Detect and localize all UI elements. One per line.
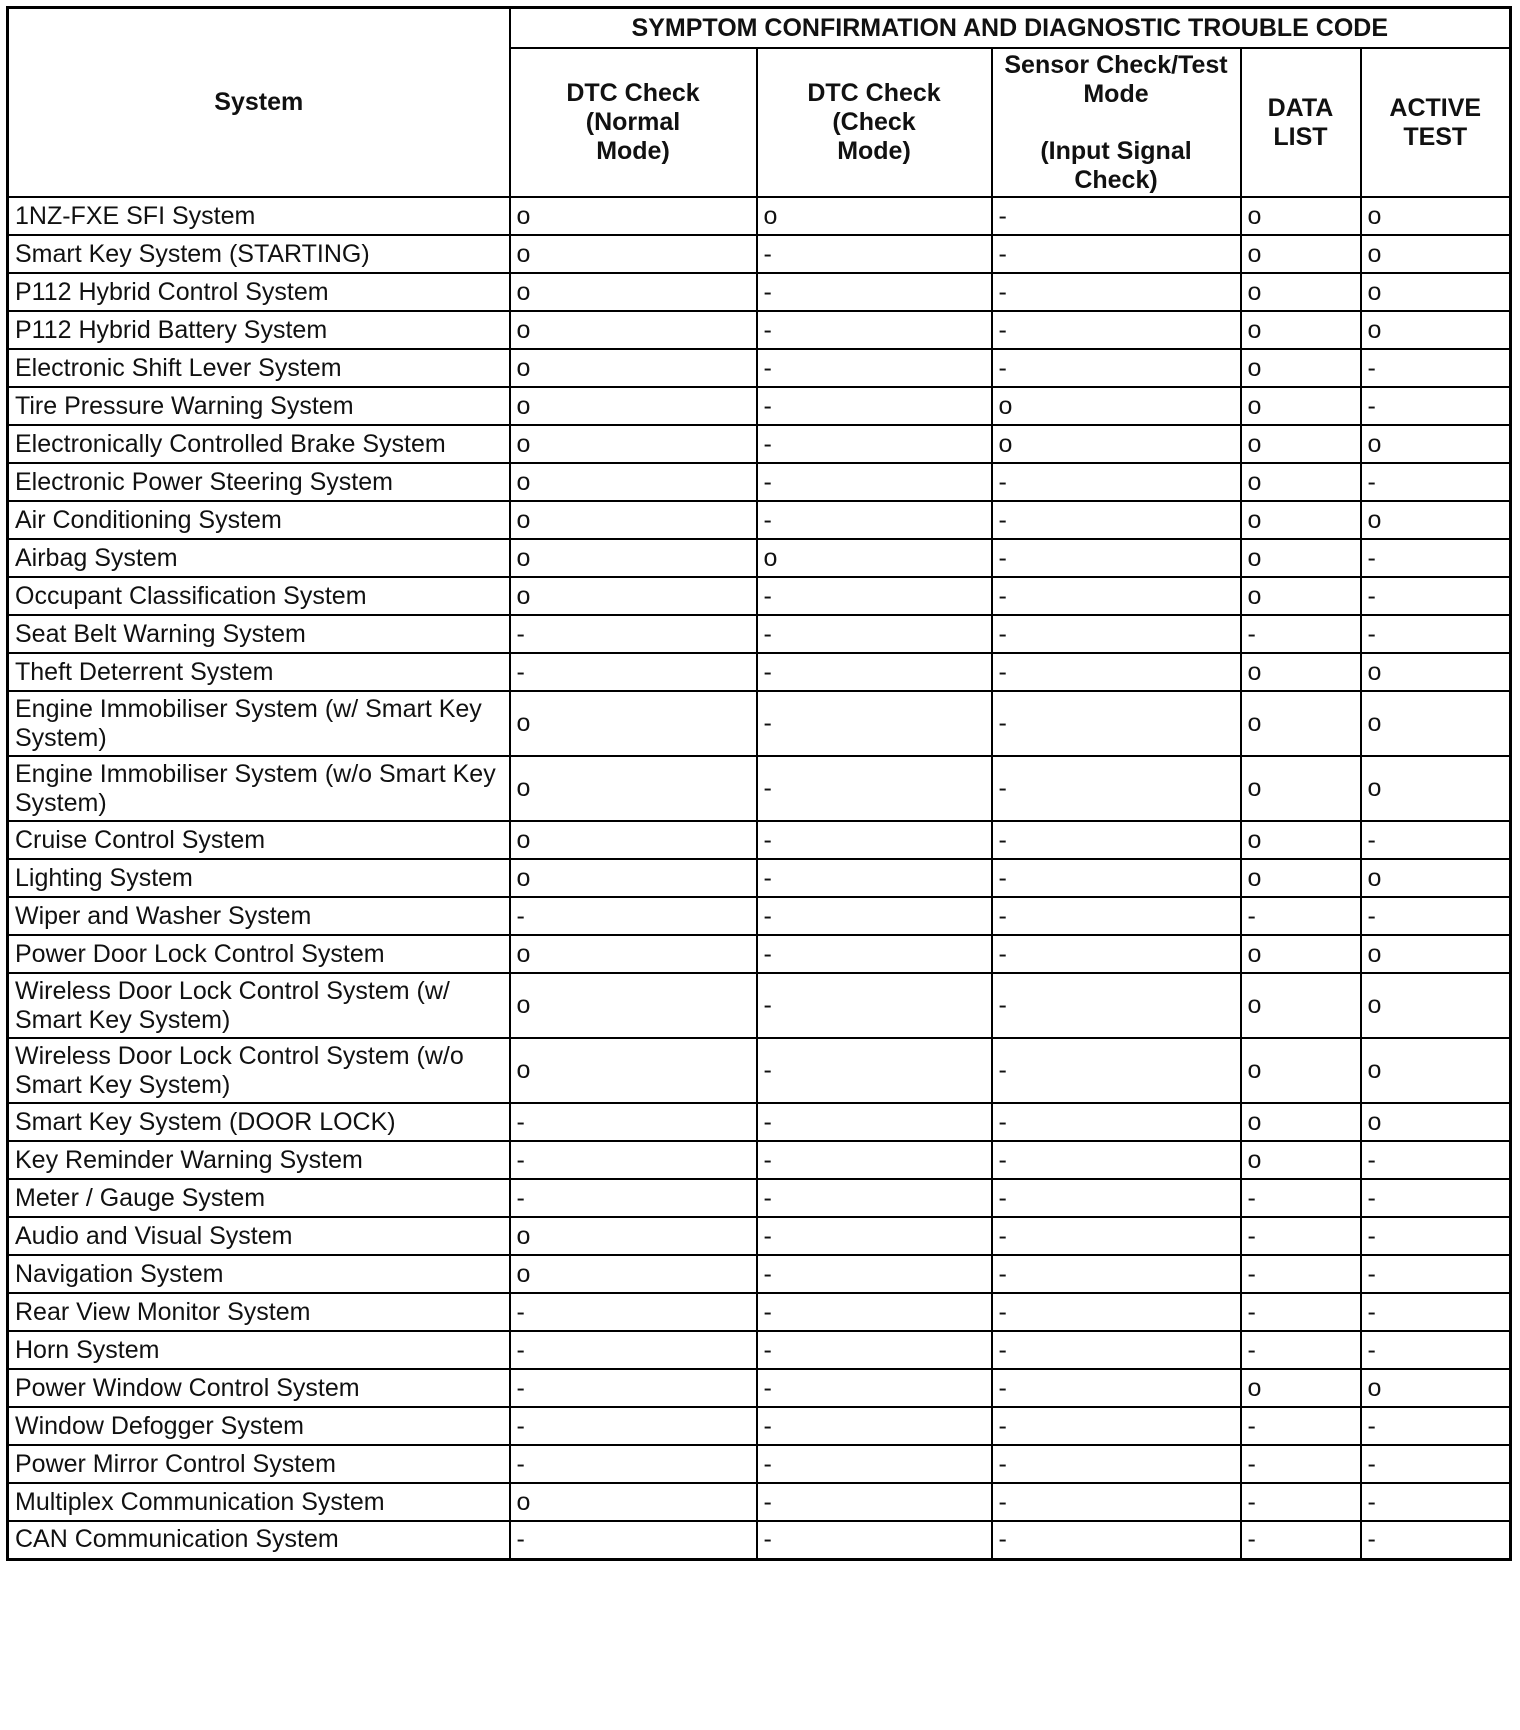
column-header-line: LIST [1273,122,1328,151]
dtc-normal-mode-cell: o [510,859,757,897]
dtc-normal-mode-cell: - [510,1369,757,1407]
system-name-cell: Navigation System [8,1255,510,1293]
dtc-normal-mode-cell: o [510,577,757,615]
dtc-check-mode-cell: - [757,935,992,973]
active-test-cell: o [1361,197,1511,235]
dtc-normal-mode-cell: - [510,1179,757,1217]
sensor-check-mode-cell: - [992,463,1241,501]
dtc-check-mode-cell: - [757,1483,992,1521]
active-test-cell: o [1361,311,1511,349]
table-row [8,821,1511,859]
sensor-check-mode-cell: - [992,539,1241,577]
sensor-check-mode-cell: - [992,197,1241,235]
dtc-normal-mode-cell: - [510,1331,757,1369]
active-test-column-header [1361,48,1511,197]
dtc-check-mode-cell: - [757,1038,992,1103]
data-list-cell: o [1241,501,1361,539]
dtc-normal-mode-cell: o [510,387,757,425]
active-test-cell: o [1361,935,1511,973]
sensor-check-mode-cell: - [992,235,1241,273]
dtc-check-mode-cell: - [757,425,992,463]
dtc-check-mode-cell: - [757,463,992,501]
active-test-cell: o [1361,1038,1511,1103]
table-row [8,935,1511,973]
dtc-check-mode-cell: o [757,539,992,577]
dtc-check-mode-cell: - [757,615,992,653]
active-test-cell: - [1361,821,1511,859]
system-name-cell: Electronic Power Steering System [8,463,510,501]
table-row [8,311,1511,349]
data-list-column-header [1241,48,1361,197]
data-list-cell: - [1241,1483,1361,1521]
column-header-line: (Input Signal [1040,136,1192,165]
sensor-check-mode-cell: - [992,1445,1241,1483]
active-test-cell: o [1361,973,1511,1038]
table-row [8,235,1511,273]
sensor-check-mode-cell: - [992,1255,1241,1293]
data-list-cell: - [1241,1521,1361,1559]
active-test-cell: - [1361,615,1511,653]
data-list-cell: - [1241,1179,1361,1217]
dtc-check-mode-cell: - [757,691,992,756]
sensor-check-mode-cell: o [992,387,1241,425]
active-test-cell: - [1361,1293,1511,1331]
dtc-check-mode-cell: - [757,1331,992,1369]
sensor-check-mode-cell: - [992,577,1241,615]
dtc-normal-mode-cell: o [510,235,757,273]
sensor-check-mode-cell: - [992,1369,1241,1407]
data-list-cell: - [1241,1407,1361,1445]
system-name-cell: Tire Pressure Warning System [8,387,510,425]
sensor-check-mode-cell: - [992,821,1241,859]
column-header-line: Check) [1074,165,1158,194]
sensor-check-mode-cell: - [992,897,1241,935]
data-list-cell: o [1241,1038,1361,1103]
dtc-check-mode-cell: - [757,897,992,935]
table-row [8,273,1511,311]
dtc-normal-mode-cell: o [510,501,757,539]
dtc-check-mode-cell: - [757,1369,992,1407]
active-test-cell: o [1361,756,1511,821]
table-row [8,425,1511,463]
active-test-cell: - [1361,897,1511,935]
column-header-line: DATA [1267,93,1334,122]
active-test-cell: - [1361,349,1511,387]
active-test-cell: - [1361,1521,1511,1559]
dtc-normal-mode-cell: - [510,653,757,691]
dtc-check-mode-cell: - [757,1521,992,1559]
dtc-check-mode-cell: - [757,1103,992,1141]
system-name-cell: Electronically Controlled Brake System [8,425,510,463]
dtc-normal-mode-cell: o [510,1217,757,1255]
system-name-cell: CAN Communication System [8,1521,510,1559]
dtc-check-mode-cell: - [757,653,992,691]
dtc-check-mode-cell: - [757,349,992,387]
table-row [8,1038,1511,1103]
dtc-check-mode-column-header [757,48,992,197]
dtc-normal-mode-cell: o [510,273,757,311]
table-row [8,897,1511,935]
dtc-normal-mode-cell: o [510,1038,757,1103]
active-test-cell: - [1361,1255,1511,1293]
system-name-cell: Air Conditioning System [8,501,510,539]
column-header-line [999,109,1234,137]
active-test-cell: - [1361,1179,1511,1217]
column-header-line: DTC Check (Normal [566,79,700,136]
sensor-check-mode-cell: - [992,1407,1241,1445]
data-list-cell: o [1241,821,1361,859]
table-row [8,501,1511,539]
dtc-check-mode-cell: - [757,859,992,897]
data-list-cell: o [1241,973,1361,1038]
table-row [8,1255,1511,1293]
data-list-cell: o [1241,539,1361,577]
sensor-check-mode-cell: - [992,311,1241,349]
table-header [8,8,1511,198]
active-test-cell: o [1361,425,1511,463]
data-list-cell: o [1241,463,1361,501]
table-row [8,349,1511,387]
sensor-check-mode-cell: - [992,1483,1241,1521]
system-name-cell: Power Door Lock Control System [8,935,510,973]
sensor-check-mode-cell: - [992,1331,1241,1369]
column-header-line: Mode [1083,79,1149,108]
table-row [8,1179,1511,1217]
dtc-check-mode-cell: - [757,501,992,539]
system-column-header: System [8,8,510,198]
table-row [8,1293,1511,1331]
table-row [8,1483,1511,1521]
system-name-cell: Horn System [8,1331,510,1369]
active-test-cell: o [1361,501,1511,539]
active-test-cell: - [1361,539,1511,577]
active-test-cell: - [1361,387,1511,425]
table-row [8,973,1511,1038]
data-list-cell: o [1241,756,1361,821]
dtc-normal-mode-cell: o [510,539,757,577]
data-list-cell: - [1241,1293,1361,1331]
active-test-cell: - [1361,1217,1511,1255]
dtc-normal-mode-cell: o [510,821,757,859]
column-header-line: ACTIVE [1389,93,1482,122]
data-list-cell: o [1241,691,1361,756]
sensor-check-mode-cell: - [992,935,1241,973]
column-header-line: Mode) [837,137,911,165]
column-header-line: DTC Check (Check [807,79,941,136]
diagnostic-table [6,6,1512,1561]
dtc-check-mode-cell: - [757,1217,992,1255]
column-header-line: TEST [1403,122,1468,151]
data-list-cell: o [1241,197,1361,235]
system-name-cell: 1NZ-FXE SFI System [8,197,510,235]
dtc-check-mode-cell: - [757,821,992,859]
table-row [8,387,1511,425]
active-test-cell: - [1361,577,1511,615]
table-row [8,859,1511,897]
table-row [8,615,1511,653]
dtc-normal-mode-cell: o [510,425,757,463]
dtc-normal-mode-cell: o [510,349,757,387]
active-test-cell: o [1361,859,1511,897]
system-name-cell: Rear View Monitor System [8,1293,510,1331]
table-row [8,1369,1511,1407]
system-name-cell: Wireless Door Lock Control System (w/ Smart Key System) [8,973,510,1038]
sensor-check-mode-column-header [992,48,1241,197]
data-list-cell: o [1241,387,1361,425]
system-name-cell: P112 Hybrid Battery System [8,311,510,349]
table-row [8,1141,1511,1179]
dtc-check-mode-cell: - [757,1445,992,1483]
data-list-cell: o [1241,1103,1361,1141]
data-list-cell: o [1241,859,1361,897]
data-list-cell: - [1241,615,1361,653]
active-test-cell: o [1361,235,1511,273]
data-list-cell: o [1241,235,1361,273]
system-name-cell: Meter / Gauge System [8,1179,510,1217]
dtc-check-mode-cell: - [757,1407,992,1445]
data-list-cell: - [1241,1255,1361,1293]
table-row [8,1217,1511,1255]
dtc-normal-mode-cell: - [510,615,757,653]
active-test-cell: - [1361,1483,1511,1521]
dtc-normal-mode-cell: - [510,1407,757,1445]
system-name-cell: Multiplex Communication System [8,1483,510,1521]
data-list-cell: o [1241,349,1361,387]
dtc-check-mode-cell: - [757,1255,992,1293]
system-name-cell: Occupant Classification System [8,577,510,615]
dtc-check-mode-cell: - [757,1293,992,1331]
system-name-cell: Engine Immobiliser System (w/ Smart Key System) [8,691,510,756]
table-row [8,197,1511,235]
dtc-check-mode-cell: - [757,577,992,615]
dtc-normal-mode-column-header [510,48,757,197]
active-test-cell: - [1361,1141,1511,1179]
system-name-cell: Lighting System [8,859,510,897]
data-list-cell: - [1241,897,1361,935]
table-row [8,756,1511,821]
system-name-cell: Wireless Door Lock Control System (w/o Smart Key System) [8,1038,510,1103]
sensor-check-mode-cell: - [992,1293,1241,1331]
dtc-normal-mode-cell: o [510,1255,757,1293]
table-row [8,691,1511,756]
dtc-check-mode-cell: - [757,1179,992,1217]
column-header-line: Mode) [596,137,670,165]
dtc-normal-mode-cell: - [510,1521,757,1559]
data-list-cell: o [1241,1141,1361,1179]
system-name-cell: P112 Hybrid Control System [8,273,510,311]
sensor-check-mode-cell: - [992,756,1241,821]
sensor-check-mode-cell: - [992,859,1241,897]
data-list-cell: o [1241,1369,1361,1407]
system-name-cell: Smart Key System (STARTING) [8,235,510,273]
system-name-cell: Electronic Shift Lever System [8,349,510,387]
dtc-check-mode-cell: - [757,756,992,821]
dtc-normal-mode-cell: - [510,1445,757,1483]
sensor-check-mode-cell: - [992,691,1241,756]
data-list-cell: o [1241,577,1361,615]
sensor-check-mode-cell: - [992,273,1241,311]
system-name-cell: Airbag System [8,539,510,577]
dtc-normal-mode-cell: o [510,756,757,821]
system-name-cell: Audio and Visual System [8,1217,510,1255]
sensor-check-mode-cell: - [992,1521,1241,1559]
data-list-cell: o [1241,311,1361,349]
system-name-cell: Smart Key System (DOOR LOCK) [8,1103,510,1141]
dtc-normal-mode-cell: o [510,311,757,349]
table-row [8,539,1511,577]
sensor-check-mode-cell: - [992,973,1241,1038]
dtc-normal-mode-cell: - [510,1293,757,1331]
data-list-cell: - [1241,1331,1361,1369]
data-list-cell: o [1241,653,1361,691]
dtc-normal-mode-cell: - [510,1103,757,1141]
sensor-check-mode-cell: - [992,1217,1241,1255]
dtc-normal-mode-cell: o [510,1483,757,1521]
dtc-check-mode-cell: - [757,235,992,273]
table-row [8,463,1511,501]
sensor-check-mode-cell: - [992,1103,1241,1141]
sensor-check-mode-cell: - [992,1141,1241,1179]
data-list-cell: o [1241,425,1361,463]
data-list-cell: - [1241,1445,1361,1483]
sensor-check-mode-cell: - [992,501,1241,539]
dtc-check-mode-cell: - [757,387,992,425]
dtc-normal-mode-cell: o [510,197,757,235]
data-list-cell: o [1241,935,1361,973]
system-name-cell: Seat Belt Warning System [8,615,510,653]
active-test-cell: o [1361,1369,1511,1407]
table-row [8,653,1511,691]
system-name-cell: Wiper and Washer System [8,897,510,935]
dtc-check-mode-cell: - [757,1141,992,1179]
active-test-cell: - [1361,1331,1511,1369]
dtc-normal-mode-cell: o [510,691,757,756]
sensor-check-mode-cell: - [992,615,1241,653]
sensor-check-mode-cell: - [992,349,1241,387]
data-list-cell: - [1241,1217,1361,1255]
system-name-cell: Power Window Control System [8,1369,510,1407]
active-test-cell: o [1361,273,1511,311]
active-test-cell: - [1361,1445,1511,1483]
dtc-check-mode-cell: - [757,973,992,1038]
column-header-line: Sensor Check/Test [1004,50,1228,79]
table-body [8,197,1511,1559]
system-name-cell: Engine Immobiliser System (w/o Smart Key System) [8,756,510,821]
sensor-check-mode-cell: - [992,653,1241,691]
table-row [8,577,1511,615]
system-name-cell: Window Defogger System [8,1407,510,1445]
active-test-cell: o [1361,1103,1511,1141]
dtc-normal-mode-cell: - [510,1141,757,1179]
active-test-cell: o [1361,653,1511,691]
active-test-cell: - [1361,463,1511,501]
header-row-group [8,8,1511,49]
sensor-check-mode-cell: - [992,1038,1241,1103]
group-column-header: SYMPTOM CONFIRMATION AND DIAGNOSTIC TROUBLE CODE [510,8,1511,49]
dtc-normal-mode-cell: - [510,897,757,935]
dtc-check-mode-cell: - [757,311,992,349]
dtc-normal-mode-cell: o [510,973,757,1038]
dtc-normal-mode-cell: o [510,935,757,973]
table-row [8,1103,1511,1141]
system-name-cell: Cruise Control System [8,821,510,859]
table-row [8,1521,1511,1559]
system-name-cell: Key Reminder Warning System [8,1141,510,1179]
system-name-cell: Theft Deterrent System [8,653,510,691]
active-test-cell: - [1361,1407,1511,1445]
system-name-cell: Power Mirror Control System [8,1445,510,1483]
active-test-cell: o [1361,691,1511,756]
dtc-check-mode-cell: o [757,197,992,235]
table-row [8,1407,1511,1445]
table-row [8,1445,1511,1483]
dtc-check-mode-cell: - [757,273,992,311]
sensor-check-mode-cell: - [992,1179,1241,1217]
table-row [8,1331,1511,1369]
sensor-check-mode-cell: o [992,425,1241,463]
data-list-cell: o [1241,273,1361,311]
dtc-normal-mode-cell: o [510,463,757,501]
